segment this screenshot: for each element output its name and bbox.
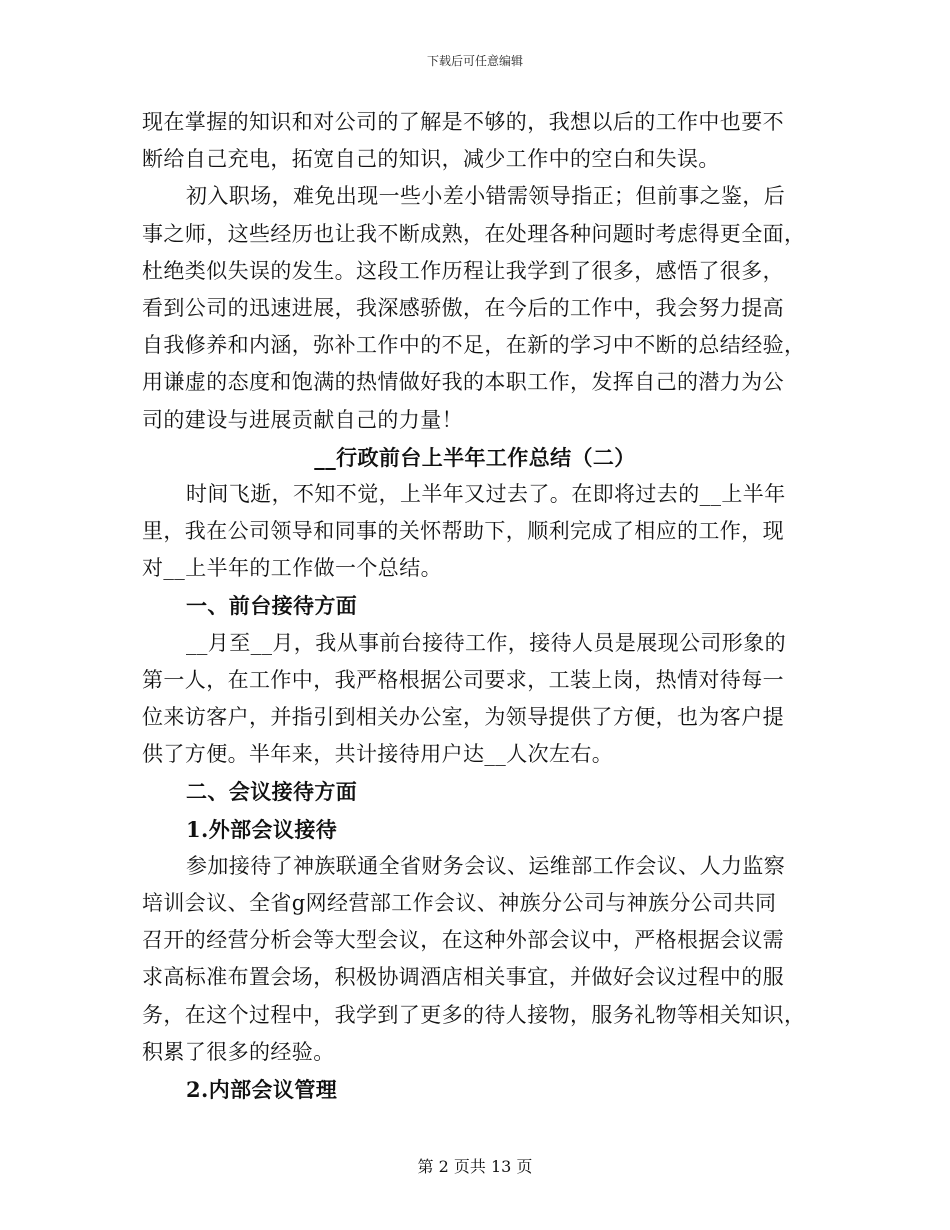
body-line: 第一人，在工作中，我严格根据公司要求，工装上岗，热情对待每一: [142, 667, 784, 692]
body-line: 供了方便。半年来，共计接待用户达__人次左右。: [142, 742, 614, 767]
paragraph-start: 初入职场，难免出现一些小差小错需领导指正；但前事之鉴，后: [186, 184, 786, 209]
body-line: 事之师，这些经历也让我不断成熟，在处理各种问题时考虑得更全面，: [142, 221, 806, 246]
body-line: 位来访客户，并指引到相关办公室，为领导提供了方便，也为客户提: [142, 705, 784, 729]
body-line: 杜绝类似失误的发生。这段工作历程让我学到了很多，感悟了很多，: [142, 258, 784, 283]
paragraph-start: __月至__月，我从事前台接待工作，接待人员是展现公司形象的: [186, 630, 786, 655]
body-line: 断给自己充电，拓宽自己的知识，减少工作中的空白和失误。: [142, 147, 720, 172]
body-line: 对__上半年的工作做一个总结。: [142, 556, 442, 581]
page-number: 第 2 页共 13 页: [417, 1157, 533, 1176]
heading-meeting-reception: 二、会议接待方面: [186, 779, 358, 805]
body-line: 召开的经营分析会等大型会议，在这种外部会议中，严格根据会议需: [142, 928, 784, 953]
download-note: 下载后可任意编辑: [426, 54, 523, 68]
body-line: 培训会议、全省g网经营部工作会议、神族分公司与神族分公司共同: [142, 890, 777, 915]
subheading-external-meeting: 1.外部会议接待: [186, 816, 338, 842]
body-line: 看到公司的迅速进展，我深感骄傲，在今后的工作中，我会努力提高: [142, 295, 784, 320]
body-line: 现在掌握的知识和对公司的了解是不够的，我想以后的工作中也要不: [142, 110, 784, 134]
paragraph-start: 参加接待了神族联通全省财务会议、运维部工作会议、人力监察: [186, 853, 786, 878]
section-title: __行政前台上半年工作总结（二）: [314, 444, 636, 470]
body-line: 里，我在公司领导和同事的关怀帮助下，顺利完成了相应的工作，现: [142, 519, 784, 544]
subheading-internal-meeting: 2.内部会议管理: [186, 1076, 338, 1102]
body-line: 司的建设与进展贡献自己的力量！: [142, 407, 463, 432]
body-line: 求高标准布置会场，积极协调酒店相关事宜，并做好会议过程中的服: [142, 965, 784, 990]
paragraph-start: 时间飞逝，不知不觉，上半年又过去了。在即将过去的__上半年: [186, 481, 786, 506]
body-line: 用谦虚的态度和饱满的热情做好我的本职工作，发挥自己的潜力为公: [142, 370, 784, 395]
heading-front-desk: 一、前台接待方面: [186, 593, 358, 619]
document-body: [142, 104, 808, 1108]
body-line: 积累了很多的经验。: [142, 1039, 335, 1064]
body-line: 自我修养和内涵，弥补工作中的不足，在新的学习中不断的总结经验，: [142, 333, 806, 358]
body-line: 务，在这个过程中，我学到了更多的待人接物，服务礼物等相关知识，: [142, 1002, 806, 1027]
